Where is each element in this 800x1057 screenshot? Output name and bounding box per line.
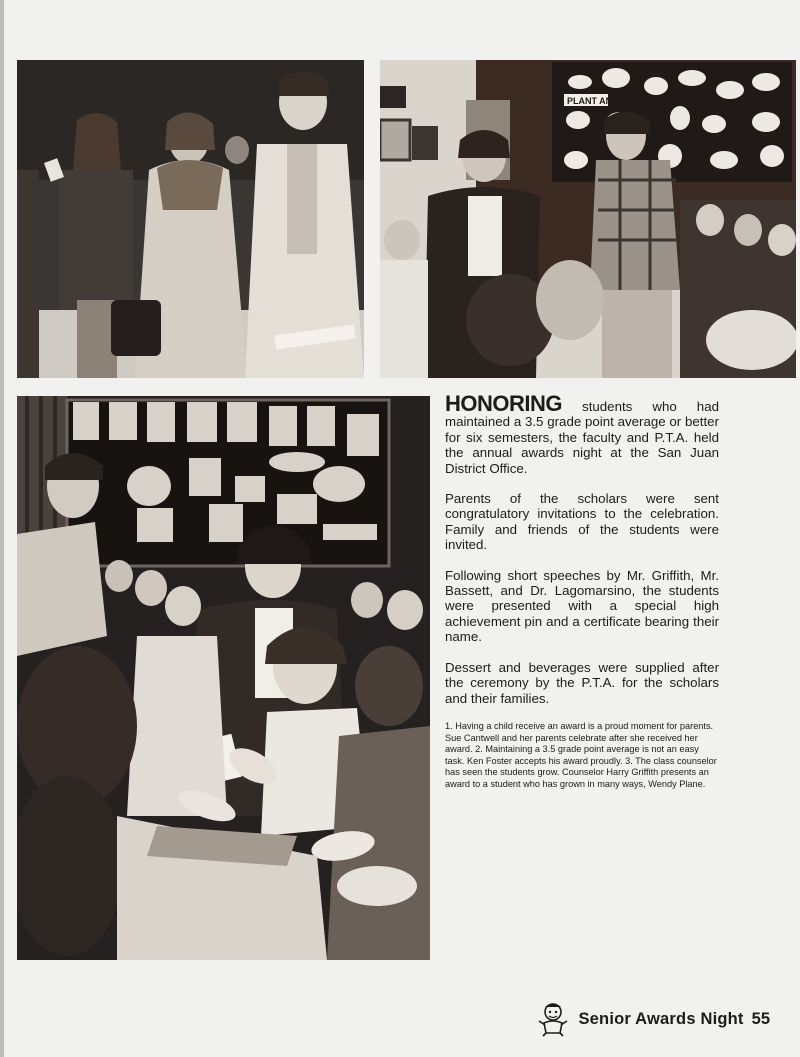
lead-word-honoring: HONORING (445, 391, 562, 416)
article-paragraph-4: Dessert and beverages were supplied after the ceremony by the P.T.A. for the scholars and their families. (445, 659, 719, 706)
page-number: 55 (751, 1009, 770, 1028)
article-paragraph-1-text: students who had maintained a 3.5 grade point average or better for six semesters, the faculty and P.T.A. held the annual awards night at the San Juan District Office. (445, 399, 719, 476)
photo-counselor-presents-award (17, 396, 430, 960)
photo-parents-celebrate (17, 60, 364, 378)
mascot-logo-icon (536, 1001, 570, 1037)
page-footer (536, 1001, 770, 1037)
article-paragraph-2: Parents of the scholars were sent congratulatory invitations to the celebration. Family and friends of the students were invited. (445, 491, 719, 553)
page-binding-edge (0, 0, 4, 1057)
bulletin-plant-sign: PLANT AN (567, 96, 613, 106)
article-paragraph-1 (445, 391, 719, 476)
photo-ken-foster-award (380, 60, 796, 378)
article-body (445, 391, 719, 790)
photo-captions: 1. Having a child receive an award is a proud moment for parents. Sue Cantwell and her parents celebrate after she received her award. 2. Maintaining a 3.5 grade point average is not an easy task. Ken Foster accepts his award proudly. 3. The class counselor has seen the students grow. Counselor Harry Griffith presents an award to a student who has grown in many ways, Wendy Plane. (445, 720, 717, 789)
article-paragraph-3: Following short speeches by Mr. Griffith, Mr. Bassett, and Dr. Lagomarsino, the students were presented with a special high achievement pin and a certificate bearing their name. (445, 567, 719, 645)
footer-section-title: Senior Awards Night (578, 1009, 744, 1028)
